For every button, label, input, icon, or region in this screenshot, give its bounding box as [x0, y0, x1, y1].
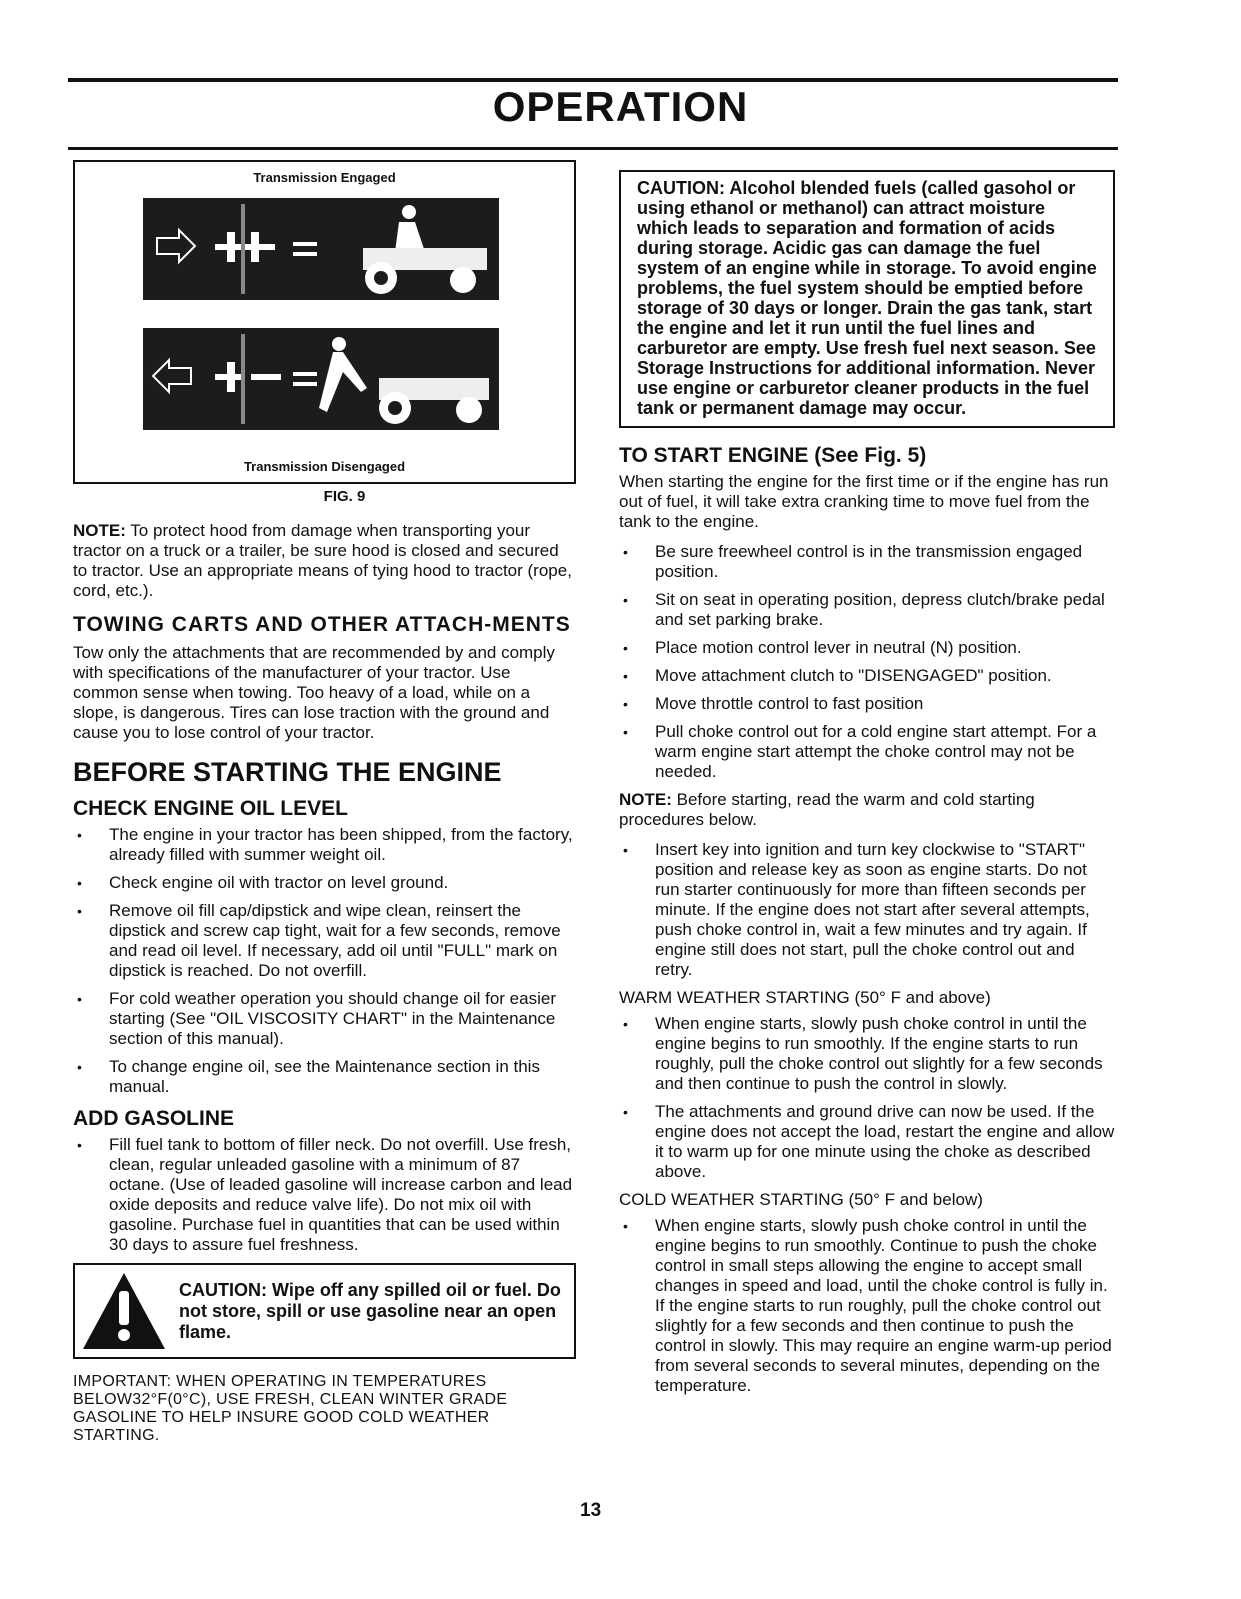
note-text: Before starting, read the warm and cold starting procedures below.	[619, 790, 1035, 829]
list-item: • Be sure freewheel control is in the transmission engaged position.	[619, 542, 1115, 582]
figure-label: FIG. 9	[323, 488, 366, 505]
cold-weather-heading: COLD WEATHER STARTING (50° F and below)	[619, 1190, 983, 1209]
fire-warning-box	[73, 1263, 576, 1359]
alcohol-fuel-caution-box	[619, 170, 1115, 428]
list-item: • Check engine oil with tractor on level ground.	[73, 873, 576, 893]
list-item: • When engine starts, slowly push choke control in until the engine begins to run smoothly. If the engine starts to run roughly, pull the choke control out slightly for a few seconds and then continue to push the control in slowly.	[619, 1014, 1115, 1094]
list-item: • Place motion control lever in neutral (N) position.	[619, 638, 1115, 658]
list-item: • To change engine oil, see the Maintenance section in this manual.	[73, 1057, 576, 1097]
important-notice: IMPORTANT: WHEN OPERATING IN TEMPERATURES BELOW32°F(0°C), USE FRESH, CLEAN WINTER GRADE GASOLINE TO HELP INSURE GOOD COLD WEATHER STARTING.	[73, 1373, 508, 1444]
top-rule	[68, 78, 1118, 82]
warning-triangle-icon	[81, 1271, 167, 1351]
right-column	[619, 170, 1115, 1404]
list-item: • Sit on seat in operating position, depress clutch/brake pedal and set parking brake.	[619, 590, 1115, 630]
gasoline-list	[73, 1135, 576, 1255]
start-steps-list	[619, 542, 1115, 782]
list-item: • Insert key into ignition and turn key clockwise to "START" position and release key as soon as engine starts. Do not run starter continuously for more than fifteen seconds per minute. If the engine does not start after several attempts, push choke control in, wait a few minutes and try again. If engine still does not start, pull the choke control out and retry.	[619, 840, 1115, 980]
page-title: OPERATION	[492, 83, 749, 130]
alcohol-fuel-caution-text: CAUTION: Alcohol blended fuels (called gasohol or using ethanol or methanol) can attract moisture which leads to separation and formation of acids during storage. Acidic gas can damage the fuel system of an engine while in storage. To avoid engine problems, the fuel system should be emptied before storage of 30 days or longer. Drain the gas tank, start the engine and let it run until the fuel lines and carburetor are empty. Use fresh fuel next season. See Storage Instructions for additional information. Never use engine or carburetor cleaner products in the fuel tank or permanent damage may occur.	[637, 178, 1097, 418]
towing-heading: TOWING CARTS AND OTHER ATTACH-MENTS	[73, 613, 571, 636]
list-item: • Fill fuel tank to bottom of filler neck. Do not overfill. Use fresh, clean, regular unleaded gasoline with a minimum of 87 octane. (Use of leaded gasoline will increase carbon and lead oxide deposits and reduce valve life). Do not mix oil with gasoline. Purchase fuel in quantities that can be used within 30 days to assure fuel freshness.	[73, 1135, 576, 1255]
note-text: To protect hood from damage when transporting your tractor on a truck or a trailer, be sure hood is closed and secured to tractor. Use an appropriate means of tying hood to tractor (rope, cord, etc.).	[73, 521, 572, 600]
figure-9	[73, 160, 576, 484]
figure-caption-disengaged: Transmission Disengaged	[243, 459, 406, 474]
before-starting-heading: BEFORE STARTING THE ENGINE	[73, 757, 502, 787]
add-gasoline-heading: ADD GASOLINE	[73, 1107, 235, 1130]
list-item: • When engine starts, slowly push choke control in until the engine begins to run smoothly. Continue to push the choke control in small steps allowing the engine to accept small changes in speed and load, until the choke control is fully in. If the engine starts to run roughly, pull the choke control out slightly for a few seconds and then continue to push the control in slowly. This may require an engine warm-up period from several seconds to several minutes, depending on the temperature.	[619, 1216, 1115, 1396]
tractor-disengaged-icon	[143, 328, 499, 430]
towing-text: Tow only the attachments that are recommended by and comply with specifications of the manufacturer of your tractor. Use common sense when towing. Too heavy of a load, while on a slope, is dangerous. Tires can lose traction with the ground and cause you to lose control of your tractor.	[73, 643, 555, 742]
warm-weather-heading: WARM WEATHER STARTING (50° F and above)	[619, 988, 991, 1007]
fire-warning-text: CAUTION: Wipe off any spilled oil or fuel. Do not store, spill or use gasoline near an open flame.	[179, 1279, 561, 1342]
list-item: • Pull choke control out for a cold engine start attempt. For a warm engine start attempt the choke control may not be needed.	[619, 722, 1115, 782]
page-number: 13	[580, 1500, 602, 1521]
list-item: • Move throttle control to fast position	[619, 694, 1115, 714]
tractor-engaged-icon	[143, 198, 499, 300]
key-steps-list	[619, 840, 1115, 980]
figure-caption-engaged: Transmission Engaged	[253, 170, 396, 185]
disengaged-illustration	[143, 328, 499, 430]
note-label: NOTE:	[619, 790, 672, 809]
start-engine-heading: TO START ENGINE (See Fig. 5)	[619, 444, 927, 467]
list-item: • Move attachment clutch to "DISENGAGED" position.	[619, 666, 1115, 686]
list-item: • The engine in your tractor has been shipped, from the factory, already filled with summer weight oil.	[73, 825, 576, 865]
hood-note	[73, 521, 576, 601]
title-rule	[68, 147, 1118, 150]
note-label: NOTE:	[73, 521, 126, 540]
list-item: • The attachments and ground drive can now be used. If the engine does not accept the load, restart the engine and allow it to warm up for one minute using the choke as described above.	[619, 1102, 1115, 1182]
left-column	[73, 160, 576, 1455]
start-intro: When starting the engine for the first time or if the engine has run out of fuel, it will take extra cranking time to move fuel from the tank to the engine.	[619, 472, 1109, 531]
cold-weather-list	[619, 1216, 1115, 1396]
list-item: • Remove oil fill cap/dipstick and wipe clean, reinsert the dipstick and screw cap tight, wait for a few seconds, remove and read oil level. If necessary, add oil until "FULL" mark on dipstick is reached. Do not overfill.	[73, 901, 576, 981]
engaged-illustration	[143, 198, 499, 300]
oil-list	[73, 825, 576, 1097]
list-item: • For cold weather operation you should change oil for easier starting (See "OIL VISCOSITY CHART" in the Maintenance section of this manual).	[73, 989, 576, 1049]
check-oil-heading: CHECK ENGINE OIL LEVEL	[73, 797, 348, 820]
starting-note	[619, 790, 1115, 830]
warm-weather-list	[619, 1014, 1115, 1182]
